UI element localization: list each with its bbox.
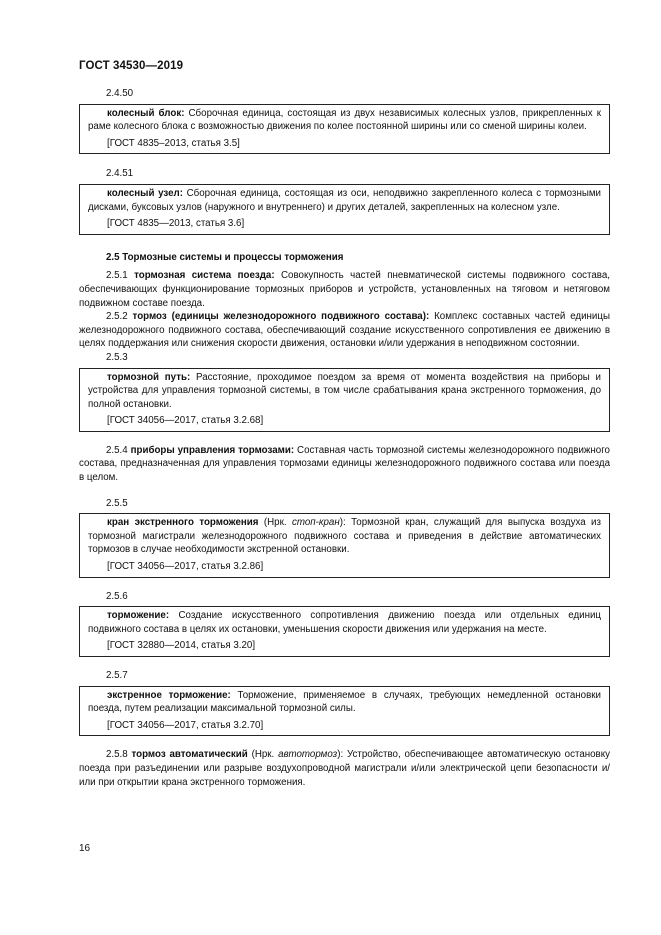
term-source: [ГОСТ 4835—2013, статья 3.6] [107,218,245,230]
paragraph-2-5-4 [79,444,610,485]
definition-text: (Нрк. [258,517,292,529]
term-name: торможение: [107,610,170,622]
term-name: кран экстренного торможения [107,517,259,529]
term-box [79,606,610,657]
term-source: [ГОСТ 34056—2017, статья 3.2.68] [107,415,264,427]
definition-text: ): Тормозной кран, служащий для выпуска воздуха из тормозной магистрали железнодорожного подвижного состава и приведения в действие автоматических тормозов в случае необходимости экстренной остановки. [88,517,601,556]
document-header: ГОСТ 34530—2019 [79,60,184,72]
term-name: экстренное торможение: [107,689,231,701]
entry-number: 2.5.6 [106,590,128,602]
entry-number: 2.4.51 [106,168,134,180]
definition-text: Составная часть тормозной системы железнодорожного подвижного состава, предназначенная для управления тормозами единицы железнодорожного подвижного состава или поезда в целом. [79,444,610,484]
paragraph-2-5-8 [79,748,610,789]
paragraph-number: 2.5.1 [106,270,135,282]
term-name: приборы управления тормозами: [130,444,295,456]
definition-text: Расстояние, проходимое поездом за время от момента воздействия на приборы и устройства для управления тормозной системы, в том числе срабатывания крана экстренного торможения, до полной остановки. [88,371,602,410]
term-definition [88,107,601,134]
term-box [79,104,610,155]
term-box [79,513,610,577]
definition-text: Создание искусственного сопротивления движению поезда или отдельных единиц подвижного состава в целях их остановки, уменьшения скорости движения или удержания на месте. [88,610,601,635]
entry-number: 2.4.50 [106,88,134,99]
term-box [79,184,610,235]
page-content [79,87,610,789]
section-heading: 2.5 Тормозные системы и процессы торможения [106,251,344,263]
paragraph-2-5-2 [79,310,610,351]
definition-text: Сборочная единица, состоящая из двух независимых колесных узлов, прикрепленных к раме колесного блока с возможностью движения по колее постоянной ширины или со сменой ширины колеи. [88,107,601,133]
definition-text: Совокупность частей пневматической системы подвижного состава, обеспечивающих функционирование тормозных приборов и устройств, установленных на тяговом и нетяговом подвижном составе поезда. [79,270,610,309]
definition-text: Комплекс составных частей единицы железнодорожного подвижного состава, обеспечивающий создание искусственного сопротивления ее движению в целях поддержания или снижения скорости движения, остановки и/или удержания в неподвижном состоянии. [79,311,610,350]
term-name: тормозной путь: [107,371,191,383]
term-name: тормоз (единицы железнодорожного подвижного состава): [132,311,430,323]
term-definition [88,609,601,636]
term-box [79,368,610,432]
term-definition [88,516,601,557]
entry-number: 2.5.3 [106,351,128,363]
term-name: тормозная система поезда: [134,270,275,282]
term-source: [ГОСТ 34056—2017, статья 3.2.86] [107,561,264,573]
term-name: колесный блок: [107,107,185,119]
term-source: [ГОСТ 32880—2014, статья 3.20] [107,640,256,652]
entry-number: 2.5.7 [106,670,128,681]
paragraph-number: 2.5.4 [106,444,131,456]
term-source: [ГОСТ 4835–2013, статья 3.5] [107,137,240,149]
page-number: 16 [79,843,91,854]
paragraph-number: 2.5.2 [106,311,133,323]
definition-text: Торможение, применяемое в случаях, требующих немедленной остановки поезда, путем реализации максимальной тормозной силы. [88,689,601,715]
definition-text: Сборочная единица, состоящая из оси, неподвижно закрепленного колеса с тормозными дисками, буксовых узлов (наружного и внутреннего) и других деталей, закрепленных на колесном узле. [88,187,601,213]
term-definition [88,187,601,214]
term-box [79,686,610,737]
paragraph-number: 2.5.8 [106,749,132,761]
term-definition [88,371,601,412]
definition-text: (Нрк. [247,749,279,761]
paragraph-2-5-1 [79,269,610,310]
term-name: тормоз автоматический [131,749,248,761]
definition-text: ): Устройство, обеспечивающее автоматическую остановку поезда при разъединении или разрыве воздухопроводной магистрали и/или электрической цепи безопасности и/или при открытии крана экстренного торможения. [79,749,610,788]
deprecated-term: автотормоз [278,749,338,761]
entry-number: 2.5.5 [106,497,128,509]
term-name: колесный узел: [107,187,183,199]
term-definition [88,689,601,716]
deprecated-term: стоп-кран [291,517,340,529]
term-source: [ГОСТ 34056—2017, статья 3.2.70] [107,719,264,731]
